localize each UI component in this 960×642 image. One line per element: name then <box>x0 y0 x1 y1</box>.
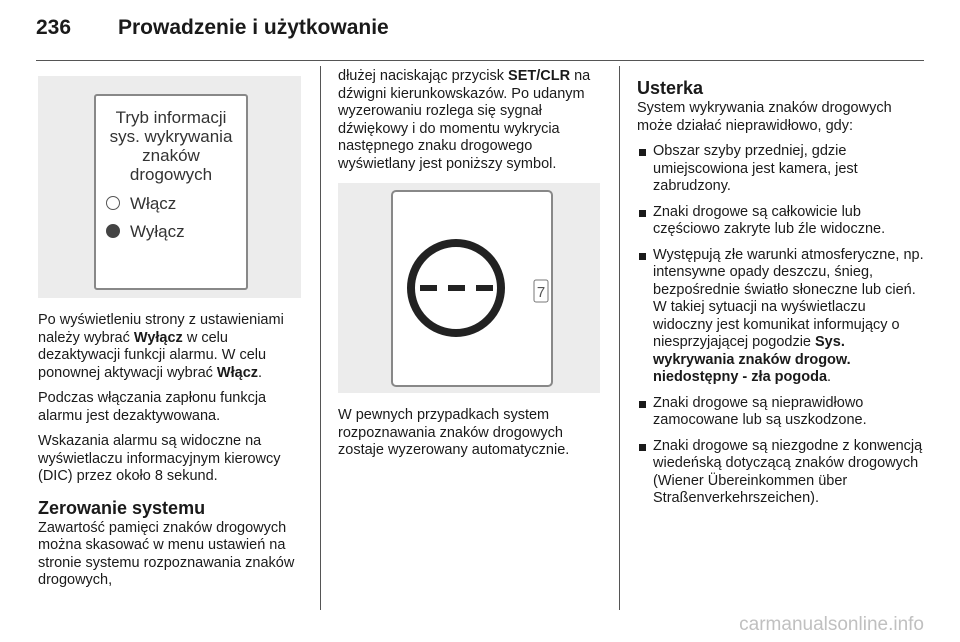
radio-empty-icon <box>106 196 120 210</box>
list-item: Obszar szyby przedniej, gdzie umiejscowiona jest kamera, jest zabrudzony. <box>637 143 927 196</box>
heading-usterka: Usterka <box>637 78 704 98</box>
screen-title-line: znaków <box>142 146 200 165</box>
option-on-label: Włącz <box>130 194 177 213</box>
display-screen <box>94 94 248 290</box>
screen-title-line: Tryb informacji <box>115 108 227 127</box>
column-3 <box>637 68 927 516</box>
paragraph: W pewnych przypadkach system rozpoznawania znaków drogowych zostaje wyzerowany automatycznie. <box>338 407 570 458</box>
paragraph: System wykrywania znaków drogowych może działać nieprawidłowo, gdy: <box>637 100 892 134</box>
page-number: 236 <box>36 16 72 39</box>
paragraph: Zawartość pamięci znaków drogowych można skasować w menu ustawień na stronie systemu rozpoznawania znaków drogowych, <box>38 519 295 588</box>
column-divider-1 <box>320 66 321 610</box>
section-title: Prowadzenie i użytkowanie <box>118 16 389 39</box>
reset-symbol-svg <box>338 183 600 393</box>
list-item: Znaki drogowe są całkowicie lub częściowo zakryte lub źle widoczne. <box>637 204 927 239</box>
settings-screen-figure <box>38 76 301 298</box>
column-divider-2 <box>619 66 620 610</box>
screen-title-line: sys. wykrywania <box>109 127 233 146</box>
radio-filled-icon <box>106 224 120 238</box>
option-on <box>106 195 176 213</box>
header-rule <box>36 60 924 61</box>
bullet-icon <box>639 253 646 260</box>
list-item: Występują złe warunki atmosferyczne, np. intensywne opady deszczu, śnieg, bezpośrednie światło słoneczne lub cień. W takiej sytuacji na wyświetlaczu widoczny jest komunikat informujący o niesprzyjającej pogodzie Sys. wykrywania znaków drogow. niedostępny - zła pogoda. <box>637 247 927 387</box>
fault-list <box>637 143 927 508</box>
bullet-icon <box>639 444 646 451</box>
list-item: Znaki drogowe są nieprawidłowo zamocowane lub są uszkodzone. <box>637 395 927 430</box>
bullet-icon <box>639 210 646 217</box>
paragraph: Wskazania alarmu są widoczne na wyświetlaczu informacyjnym kierowcy (DIC) przez około 8 sekund. <box>38 433 281 484</box>
column-2 <box>338 68 610 468</box>
badge-number: 7 <box>536 284 546 301</box>
reset-symbol-figure <box>338 183 600 393</box>
paragraph: Po wyświetleniu strony z ustawieniami należy wybrać Wyłącz w celu dezaktywacji funkcji alarmu. W celu ponownej aktywacji wybrać Włącz. <box>38 312 284 381</box>
option-off <box>106 223 185 241</box>
option-off-label: Wyłącz <box>130 222 185 241</box>
bullet-icon <box>639 401 646 408</box>
list-item: Znaki drogowe są niezgodne z konwencją wiedeńską dotyczącą znaków drogowych (Wiener Übereinkommen über Straßenverkehrszeichen). <box>637 438 927 508</box>
paragraph: Podczas włączania zapłonu funkcja alarmu jest dezaktywowana. <box>38 390 267 424</box>
screen-title <box>96 108 246 184</box>
bullet-icon <box>639 149 646 156</box>
watermark: carmanualsonline.info <box>739 614 924 635</box>
column-1 <box>38 68 310 598</box>
display-frame <box>392 191 552 386</box>
heading-zerowanie: Zerowanie systemu <box>38 497 206 518</box>
screen-title-line: drogowych <box>129 165 213 184</box>
paragraph: dłużej naciskając przycisk SET/CLR na dźwigni kierunkowskazów. Po udanym wyzerowaniu rozlega się sygnał dźwiękowy i do momentu wykrycia następnego znaku drogowego wyświetlany jest poniższy symbol. <box>338 68 591 172</box>
